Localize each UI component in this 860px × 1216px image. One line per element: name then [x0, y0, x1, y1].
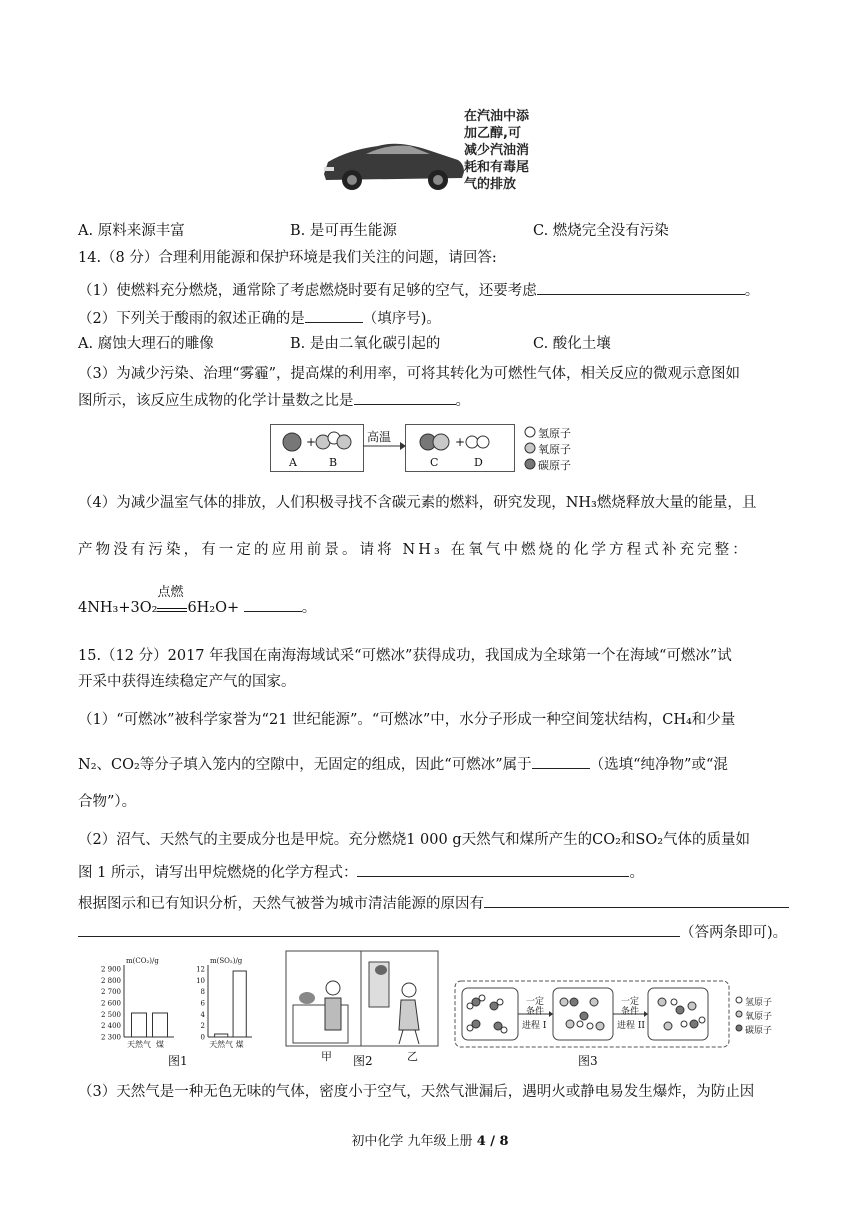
answer-blank[interactable] — [484, 893, 789, 908]
figure-3-legend-carbon: 碳原子 — [745, 1026, 773, 1036]
y-tick-label: 12 — [196, 965, 205, 974]
figure-3-step1-line3: 进程 I — [522, 1021, 547, 1031]
equation-arrow — [157, 585, 187, 612]
q13-option-c: C. 燃烧完全没有污染 — [533, 223, 669, 239]
y-tick-label: 0 — [200, 1033, 205, 1042]
car-illustration — [318, 120, 468, 200]
figure-3-legend-hydrogen: 氢原子 — [745, 998, 773, 1008]
q14-part4-line2: 产物没有污染，有一定的应用前景。请将 NH₃ 在氧气中燃烧的化学方程式补充完整： — [78, 542, 750, 558]
q14-part1: （1）使燃料充分燃烧，通常除了考虑燃烧时要有足够的空气，还要考虑 。 — [78, 280, 759, 301]
figure-2-illustration — [285, 950, 439, 1050]
q14-option-a: A. 腐蚀大理石的雕像 — [78, 336, 214, 352]
y-tick-label: 2 — [200, 1022, 205, 1031]
figure-1-charts — [86, 955, 266, 1055]
y-tick-label: 2 400 — [100, 1022, 121, 1031]
y-tick-label: 4 — [200, 1010, 205, 1019]
x-tick-label: 天然气 — [127, 1040, 151, 1049]
legend-hydrogen: 氢原子 — [538, 427, 571, 440]
x-tick-label: 煤 — [235, 1040, 244, 1049]
reaction-diagram — [270, 422, 590, 476]
figure-3-legend-oxygen: 氧原子 — [745, 1012, 773, 1022]
q14-part3-text: 图所示，该反应生成物的化学计量数之比是 — [78, 393, 354, 409]
equation-condition: 点燃 — [157, 585, 184, 600]
car-caption-line: 减少汽油消 — [464, 143, 530, 158]
y-tick-label: 2 800 — [100, 976, 121, 985]
q15-part2-line4 — [78, 922, 787, 943]
q14-option-c: C. 酸化土壤 — [533, 336, 611, 352]
q14-part2-tail: （填序号)。 — [362, 311, 441, 327]
figure-3-step2-line2: 条件 — [621, 1007, 640, 1017]
q14-part2 — [78, 308, 441, 329]
figure-3-step1-line1: 一定 — [526, 997, 545, 1007]
bar — [132, 1013, 147, 1037]
y-tick-label: 2 300 — [100, 1033, 121, 1042]
answer-blank[interactable] — [532, 754, 590, 769]
legend-carbon: 碳原子 — [538, 459, 571, 472]
equation-right: 6H₂O+ — [187, 600, 240, 616]
q15-part3-line1: （3）天然气是一种无色无味的气体，密度小于空气，天然气泄漏后，遇明火或静电易发生爆炸，为防止因 — [78, 1084, 755, 1100]
q15-part1-line3: 合物”）。 — [78, 794, 137, 810]
y-tick-label: 2 900 — [100, 965, 121, 974]
y-axis-label: m(CO₂)/g — [126, 957, 159, 965]
q14-part4-line1: （4）为减少温室气体的排放，人们积极寻找不含碳元素的燃料，研究发现，NH₃燃烧释放大量的能量，且 — [78, 495, 757, 511]
svg-text:+: + — [455, 435, 466, 449]
q15-part2-line3 — [78, 893, 789, 914]
diagram-condition: 高温 — [367, 430, 392, 444]
y-tick-label: 8 — [200, 988, 205, 997]
figure-1 — [86, 955, 266, 1070]
q14-part3-line1: （3）为减少污染、治理“雾霾”，提高煤的利用率，可将其转化为可燃性气体，相关反应的微观示意图如 — [78, 366, 741, 382]
q15-stem-line1: 15.（12 分）2017 年我国在南海海域试采“可燃冰”获得成功，我国成为全球第一个在海域“可燃冰”试 — [78, 648, 732, 664]
bar — [153, 1013, 168, 1037]
q14-option-b: B. 是由二氧化碳引起的 — [290, 336, 441, 352]
figure-3-caption: 图3 — [578, 1054, 598, 1068]
diagram-label-a: A — [289, 456, 297, 469]
page-number: 4 / 8 — [476, 1134, 509, 1149]
figure-2-label-jia: 甲 — [321, 1050, 332, 1063]
car-figure — [318, 108, 548, 204]
answer-blank[interactable] — [78, 922, 680, 937]
figure-3-step2-line3: 进程 II — [617, 1021, 645, 1031]
answer-blank[interactable] — [357, 862, 629, 877]
answer-blank[interactable] — [537, 280, 745, 295]
q14-stem: 14.（8 分）合理利用能源和保护环境是我们关注的问题，请回答: — [78, 250, 497, 266]
car-caption — [464, 108, 529, 193]
q15-part2-line3-text: 根据图示和已有知识分析，天然气被誉为城市清洁能源的原因有 — [78, 896, 484, 912]
figure-2-caption: 图2 — [353, 1054, 373, 1068]
y-tick-label: 2 500 — [100, 1010, 121, 1019]
answer-blank[interactable] — [244, 597, 302, 612]
figure-2 — [285, 950, 439, 1070]
car-caption-line: 耗和有毒尾 — [464, 160, 530, 175]
bar — [233, 971, 246, 1037]
figure-3-illustration — [454, 980, 784, 1050]
diagram-label-c: C — [430, 456, 439, 469]
equation-left: 4NH₃+3O₂ — [78, 600, 158, 616]
q13-option-b: B. 是可再生能源 — [290, 223, 397, 239]
q15-part2-line4-tail: （答两条即可)。 — [680, 925, 788, 941]
car-caption-line: 在汽油中添 — [464, 109, 530, 124]
footer-text: 初中化学 九年级上册 — [351, 1134, 477, 1149]
q15-part1-tail: （选填“纯净物”或“混 — [589, 757, 728, 773]
figure-3 — [454, 980, 784, 1072]
figure-2-label-yi: 乙 — [407, 1050, 418, 1063]
x-tick-label: 煤 — [156, 1040, 164, 1049]
q15-part2-line2: 图 1 所示，请写出甲烷燃烧的化学方程式： 。 — [78, 862, 644, 883]
figure-3-step1-line2: 条件 — [526, 1007, 545, 1017]
x-tick-label: 天然气 — [209, 1040, 234, 1049]
q15-part1-text: N₂、CO₂等分子填入笼内的空隙中，无固定的组成，因此“可燃冰”属于 — [78, 757, 532, 773]
q15-part2-text: 图 1 所示，请写出甲烷燃烧的化学方程式： — [78, 865, 358, 881]
svg-text:+: + — [306, 435, 317, 449]
q14-part3-line2: 图所示，该反应生成物的化学计量数之比是 。 — [78, 390, 470, 411]
figure-1-caption: 图1 — [168, 1054, 188, 1068]
page-footer — [0, 1130, 860, 1149]
diagram-label-b: B — [329, 456, 338, 469]
q15-stem-line2: 开采中获得连续稳定产气的国家。 — [78, 674, 296, 690]
car-caption-line: 气的排放 — [464, 177, 517, 192]
q13-option-a: A. 原料来源丰富 — [78, 223, 185, 239]
answer-blank[interactable] — [354, 390, 456, 405]
q15-part1-line2 — [78, 754, 728, 775]
y-axis-label: m(SO₂)/g — [210, 957, 243, 965]
y-tick-label: 2 600 — [100, 999, 121, 1008]
q15-part2-line1: （2）沼气、天然气的主要成分也是甲烷。充分燃烧1 000 g天然气和煤所产生的CO₂和SO₂气体的质量如 — [78, 832, 751, 848]
diagram-label-d: D — [474, 456, 483, 469]
q14-equation: 4NH₃+3O₂ 点燃 6H₂O+ 。 — [78, 585, 317, 616]
legend-oxygen: 氧原子 — [538, 443, 571, 456]
y-tick-label: 2 700 — [100, 988, 121, 997]
answer-blank[interactable] — [305, 308, 363, 323]
q14-part1-text: （1）使燃料充分燃烧，通常除了考虑燃烧时要有足够的空气，还要考虑 — [78, 283, 537, 299]
bar — [215, 1034, 228, 1037]
figure-3-step2-line1: 一定 — [621, 997, 640, 1007]
y-tick-label: 6 — [200, 999, 205, 1008]
q15-part1-line1: （1）“可燃冰”被科学家誉为“21 世纪能源”。“可燃冰”中，水分子形成一种空间笼状结构，CH₄和少量 — [78, 712, 736, 728]
q14-part2-text: （2）下列关于酸雨的叙述正确的是 — [78, 311, 305, 327]
y-tick-label: 10 — [196, 976, 205, 985]
car-caption-line: 加乙醇,可 — [464, 126, 521, 141]
